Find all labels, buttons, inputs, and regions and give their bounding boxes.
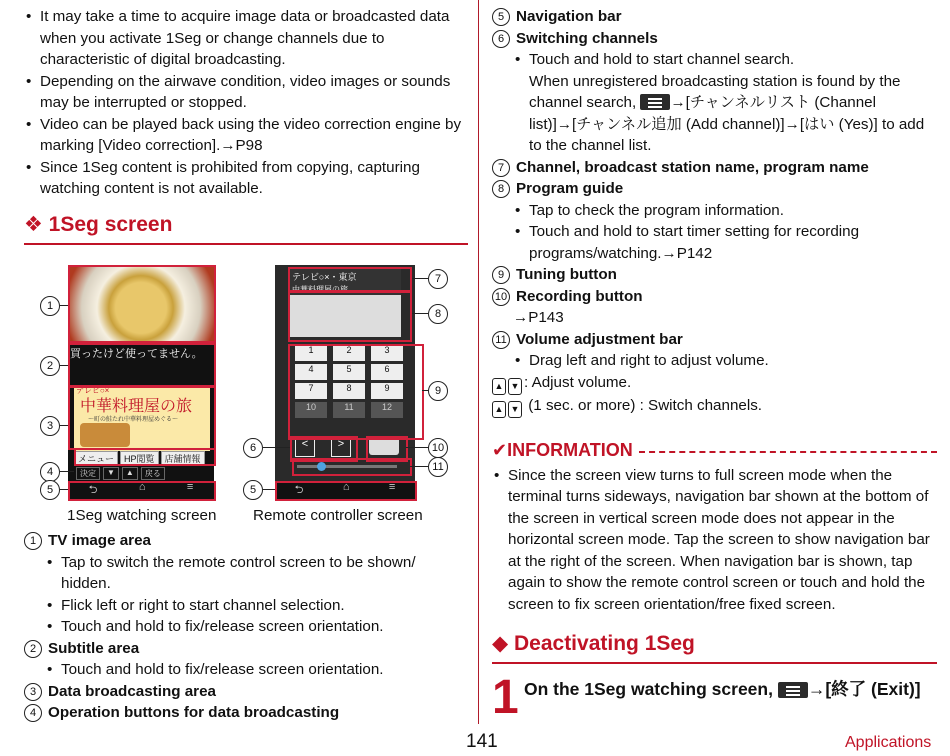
- cont-text: When unregistered broadcasting station is found by the channel search,: [529, 72, 901, 111]
- key-button[interactable]: 8: [333, 383, 365, 399]
- item-label: Volume adjustment bar: [516, 330, 683, 348]
- item-label: Navigation bar: [516, 8, 622, 25]
- op-button[interactable]: HP閲覧: [120, 451, 159, 466]
- data-title: 中華料理屋の旅: [80, 396, 193, 415]
- item-label: Recording button: [516, 287, 643, 305]
- ctrl-button[interactable]: ▲: [122, 467, 138, 480]
- volume-keys-line: [492, 372, 937, 395]
- leader: [263, 489, 275, 490]
- volume-text: : Adjust volume.: [524, 373, 632, 391]
- leader: [412, 278, 428, 279]
- key-button[interactable]: 10: [295, 402, 327, 418]
- home-icon[interactable]: ⌂: [342, 481, 350, 493]
- volume-up-key-icon: ▲: [492, 401, 506, 418]
- item-recording-button: [492, 286, 937, 308]
- callout: 4: [40, 462, 60, 482]
- leader: [406, 447, 428, 448]
- information-heading: [492, 440, 937, 461]
- leader: [60, 425, 68, 426]
- intro-bullet: • Since 1Seg content is prohibited from copying, capturing watching content is not available.: [24, 157, 468, 200]
- key-button[interactable]: 1: [295, 345, 327, 361]
- item-data-broadcasting-area: [24, 681, 468, 703]
- item-num: 4: [24, 704, 42, 722]
- step-number: 1: [492, 671, 519, 724]
- ctrl-buttons: [76, 467, 165, 480]
- frame-nav: [68, 481, 216, 501]
- callout: 10: [428, 438, 448, 458]
- step-1: [492, 671, 937, 724]
- leader: [263, 447, 290, 448]
- item-bullet: • Touch and hold to fix/release screen orientation.: [24, 659, 468, 681]
- section-rule: [492, 662, 937, 664]
- menu-icon: [640, 94, 670, 110]
- item-num: 11: [492, 331, 510, 349]
- callout: 5: [243, 480, 263, 500]
- item-bullet: • Tap to switch the remote control screen to be shown/ hidden.: [24, 552, 468, 595]
- frame-guide: [288, 290, 412, 342]
- remote-program: 中華料理屋の旅: [289, 284, 401, 295]
- key-button[interactable]: 11: [333, 402, 365, 418]
- key-button[interactable]: 2: [333, 345, 365, 361]
- cont-text: →[チャンネルリスト (Channel list)]→[チャンネル追加 (Add channel)]→[はい (Yes)] to add to the channel list.: [529, 94, 925, 154]
- item-label: TV image area: [48, 532, 151, 549]
- item-num: 8: [492, 180, 510, 198]
- frame-data: [68, 386, 216, 450]
- prev-channel-button[interactable]: <: [295, 437, 315, 457]
- item-bullet-cont: [492, 71, 937, 157]
- step-text-a: On the 1Seg watching screen,: [524, 679, 778, 699]
- menu-icon: [778, 682, 808, 698]
- item-num: 10: [492, 288, 510, 306]
- key-button[interactable]: 7: [295, 383, 327, 399]
- volume-down-key-icon: ▼: [508, 378, 522, 395]
- item-subtitle-area: [24, 638, 468, 660]
- item-bullet: • Drag left and right to adjust volume.: [492, 350, 937, 372]
- left-items: [24, 530, 468, 724]
- right-column: [492, 6, 937, 722]
- left-column: [24, 6, 468, 245]
- item-operation-buttons: [24, 702, 468, 724]
- item-bullet: • Touch and hold to start timer setting for recording programs/watching.→P142: [492, 221, 937, 264]
- information-text: • Since the screen view turns to full screen mode when the terminal turns sideways, navigation bar shown at the bottom of the screen in vertical screen mode does not appear in the horizontal screen mode. Tap the screen to show navigation bar at the right of the screen. When navigation bar is shown, tap again to show the remote control screen or touch and hold the screen to fix screen orientation/free fixed screen.: [492, 465, 937, 616]
- callout: 5: [40, 480, 60, 500]
- item-label: Subtitle area: [48, 639, 140, 657]
- home-icon[interactable]: ⌂: [138, 481, 146, 493]
- frame-volume: [292, 458, 412, 476]
- frame-subtitle: [68, 343, 216, 387]
- switch-keys-line: [492, 395, 937, 418]
- item-label: Operation buttons for data broadcasting: [48, 704, 340, 721]
- item-switching-channels: [492, 28, 937, 50]
- item-num: 3: [24, 683, 42, 701]
- back-icon[interactable]: ⮌: [294, 484, 304, 496]
- subtitle-text: 買ったけど使ってません。: [70, 348, 203, 360]
- leader: [60, 305, 68, 306]
- column-divider: [478, 0, 479, 724]
- section-rule: [24, 243, 468, 245]
- leader: [60, 489, 68, 490]
- item-label: Channel, broadcast station name, program name: [516, 158, 869, 176]
- ctrl-button[interactable]: ▼: [103, 467, 119, 480]
- leader: [60, 471, 74, 472]
- information-title: ✔INFORMATION: [492, 439, 633, 460]
- item-num: 1: [24, 532, 42, 550]
- item-label: Data broadcasting area: [48, 682, 216, 700]
- item-num: 2: [24, 640, 42, 658]
- section-name: Applications: [845, 734, 932, 751]
- item-label: Program guide: [516, 180, 624, 197]
- callout: 11: [428, 457, 448, 477]
- key-button[interactable]: 3: [371, 345, 403, 361]
- intro-bullet: • It may take a time to acquire image data or broadcasted data when you activate 1Seg or change channels due to characteristic of digital broadcasting.: [24, 6, 468, 71]
- ctrl-button[interactable]: 決定: [76, 467, 100, 480]
- callout: 7: [428, 269, 448, 289]
- right-caption: Remote controller screen: [253, 507, 423, 524]
- item-num: 7: [492, 159, 510, 177]
- item-volume-bar: [492, 329, 937, 351]
- callout: 6: [243, 438, 263, 458]
- data-small: テレビ○×: [76, 386, 110, 395]
- intro-bullet: • Video can be played back using the video correction engine by marking [Video correction].→P98: [24, 114, 468, 157]
- key-button[interactable]: 12: [371, 402, 403, 418]
- left-caption: 1Seg watching screen: [67, 507, 217, 524]
- section-title-1seg-screen: ❖ 1Seg screen: [24, 212, 173, 236]
- step-text-b: →[終了 (Exit)]: [807, 679, 921, 699]
- callout: 9: [428, 381, 448, 401]
- key-button[interactable]: 5: [333, 364, 365, 380]
- item-label: Tuning button: [516, 266, 617, 283]
- data-sub: 〜町の鮭たれ中華料理屋めぐる〜: [88, 417, 179, 423]
- callout: 2: [40, 356, 60, 376]
- frame-op: [74, 448, 216, 466]
- callout: 8: [428, 304, 448, 324]
- leader: [410, 466, 428, 467]
- key-button[interactable]: 9: [371, 383, 403, 399]
- section-title-deactivating: ◆ Deactivating 1Seg: [492, 632, 695, 655]
- step-text: [524, 674, 921, 701]
- item-bullet: • Touch and hold to start channel search.: [492, 49, 937, 71]
- frame-tuning: [288, 344, 424, 440]
- item-bullet: • Flick left or right to start channel selection.: [24, 595, 468, 617]
- callout: 3: [40, 416, 60, 436]
- leader: [422, 390, 428, 391]
- item-bullet: • Touch and hold to fix/release screen orientation.: [24, 616, 468, 638]
- frame-tv: [68, 265, 216, 343]
- key-button[interactable]: 4: [295, 364, 327, 380]
- item-channel-name: [492, 157, 937, 179]
- back-icon[interactable]: ⮌: [88, 484, 98, 496]
- menu-icon[interactable]: ≡: [388, 481, 396, 493]
- key-button[interactable]: 6: [371, 364, 403, 380]
- remote-channel: テレビ○×・東京: [289, 269, 401, 284]
- callout: 1: [40, 296, 60, 316]
- intro-bullet: • Depending on the airwave condition, video images or sounds may be interrupted or stopped.: [24, 71, 468, 114]
- leader: [60, 365, 68, 366]
- item-num: 9: [492, 266, 510, 284]
- next-channel-button[interactable]: >: [331, 437, 351, 457]
- item-program-guide: [492, 178, 937, 200]
- item-num: 6: [492, 30, 510, 48]
- volume-down-key-icon: ▼: [508, 401, 522, 418]
- item-tuning-button: [492, 264, 937, 286]
- item-ref: →P143: [513, 309, 564, 326]
- item-tv-image-area: [24, 530, 468, 552]
- item-num: 5: [492, 8, 510, 26]
- menu-icon[interactable]: ≡: [186, 481, 194, 493]
- op-button[interactable]: 店舗情報: [161, 451, 205, 466]
- ctrl-button[interactable]: 戻る: [141, 467, 165, 480]
- page-number: 141: [466, 731, 498, 752]
- switch-text: (1 sec. or more) : Switch channels.: [524, 396, 763, 414]
- dashed-rule: [639, 451, 937, 453]
- frame-nav-r: [275, 481, 417, 501]
- item-bullet: • Tap to check the program information.: [492, 200, 937, 222]
- item-navigation-bar: [492, 6, 937, 28]
- item-label: Switching channels: [516, 29, 658, 47]
- op-button[interactable]: メニュー: [74, 451, 118, 466]
- leader: [412, 313, 428, 314]
- volume-up-key-icon: ▲: [492, 378, 506, 395]
